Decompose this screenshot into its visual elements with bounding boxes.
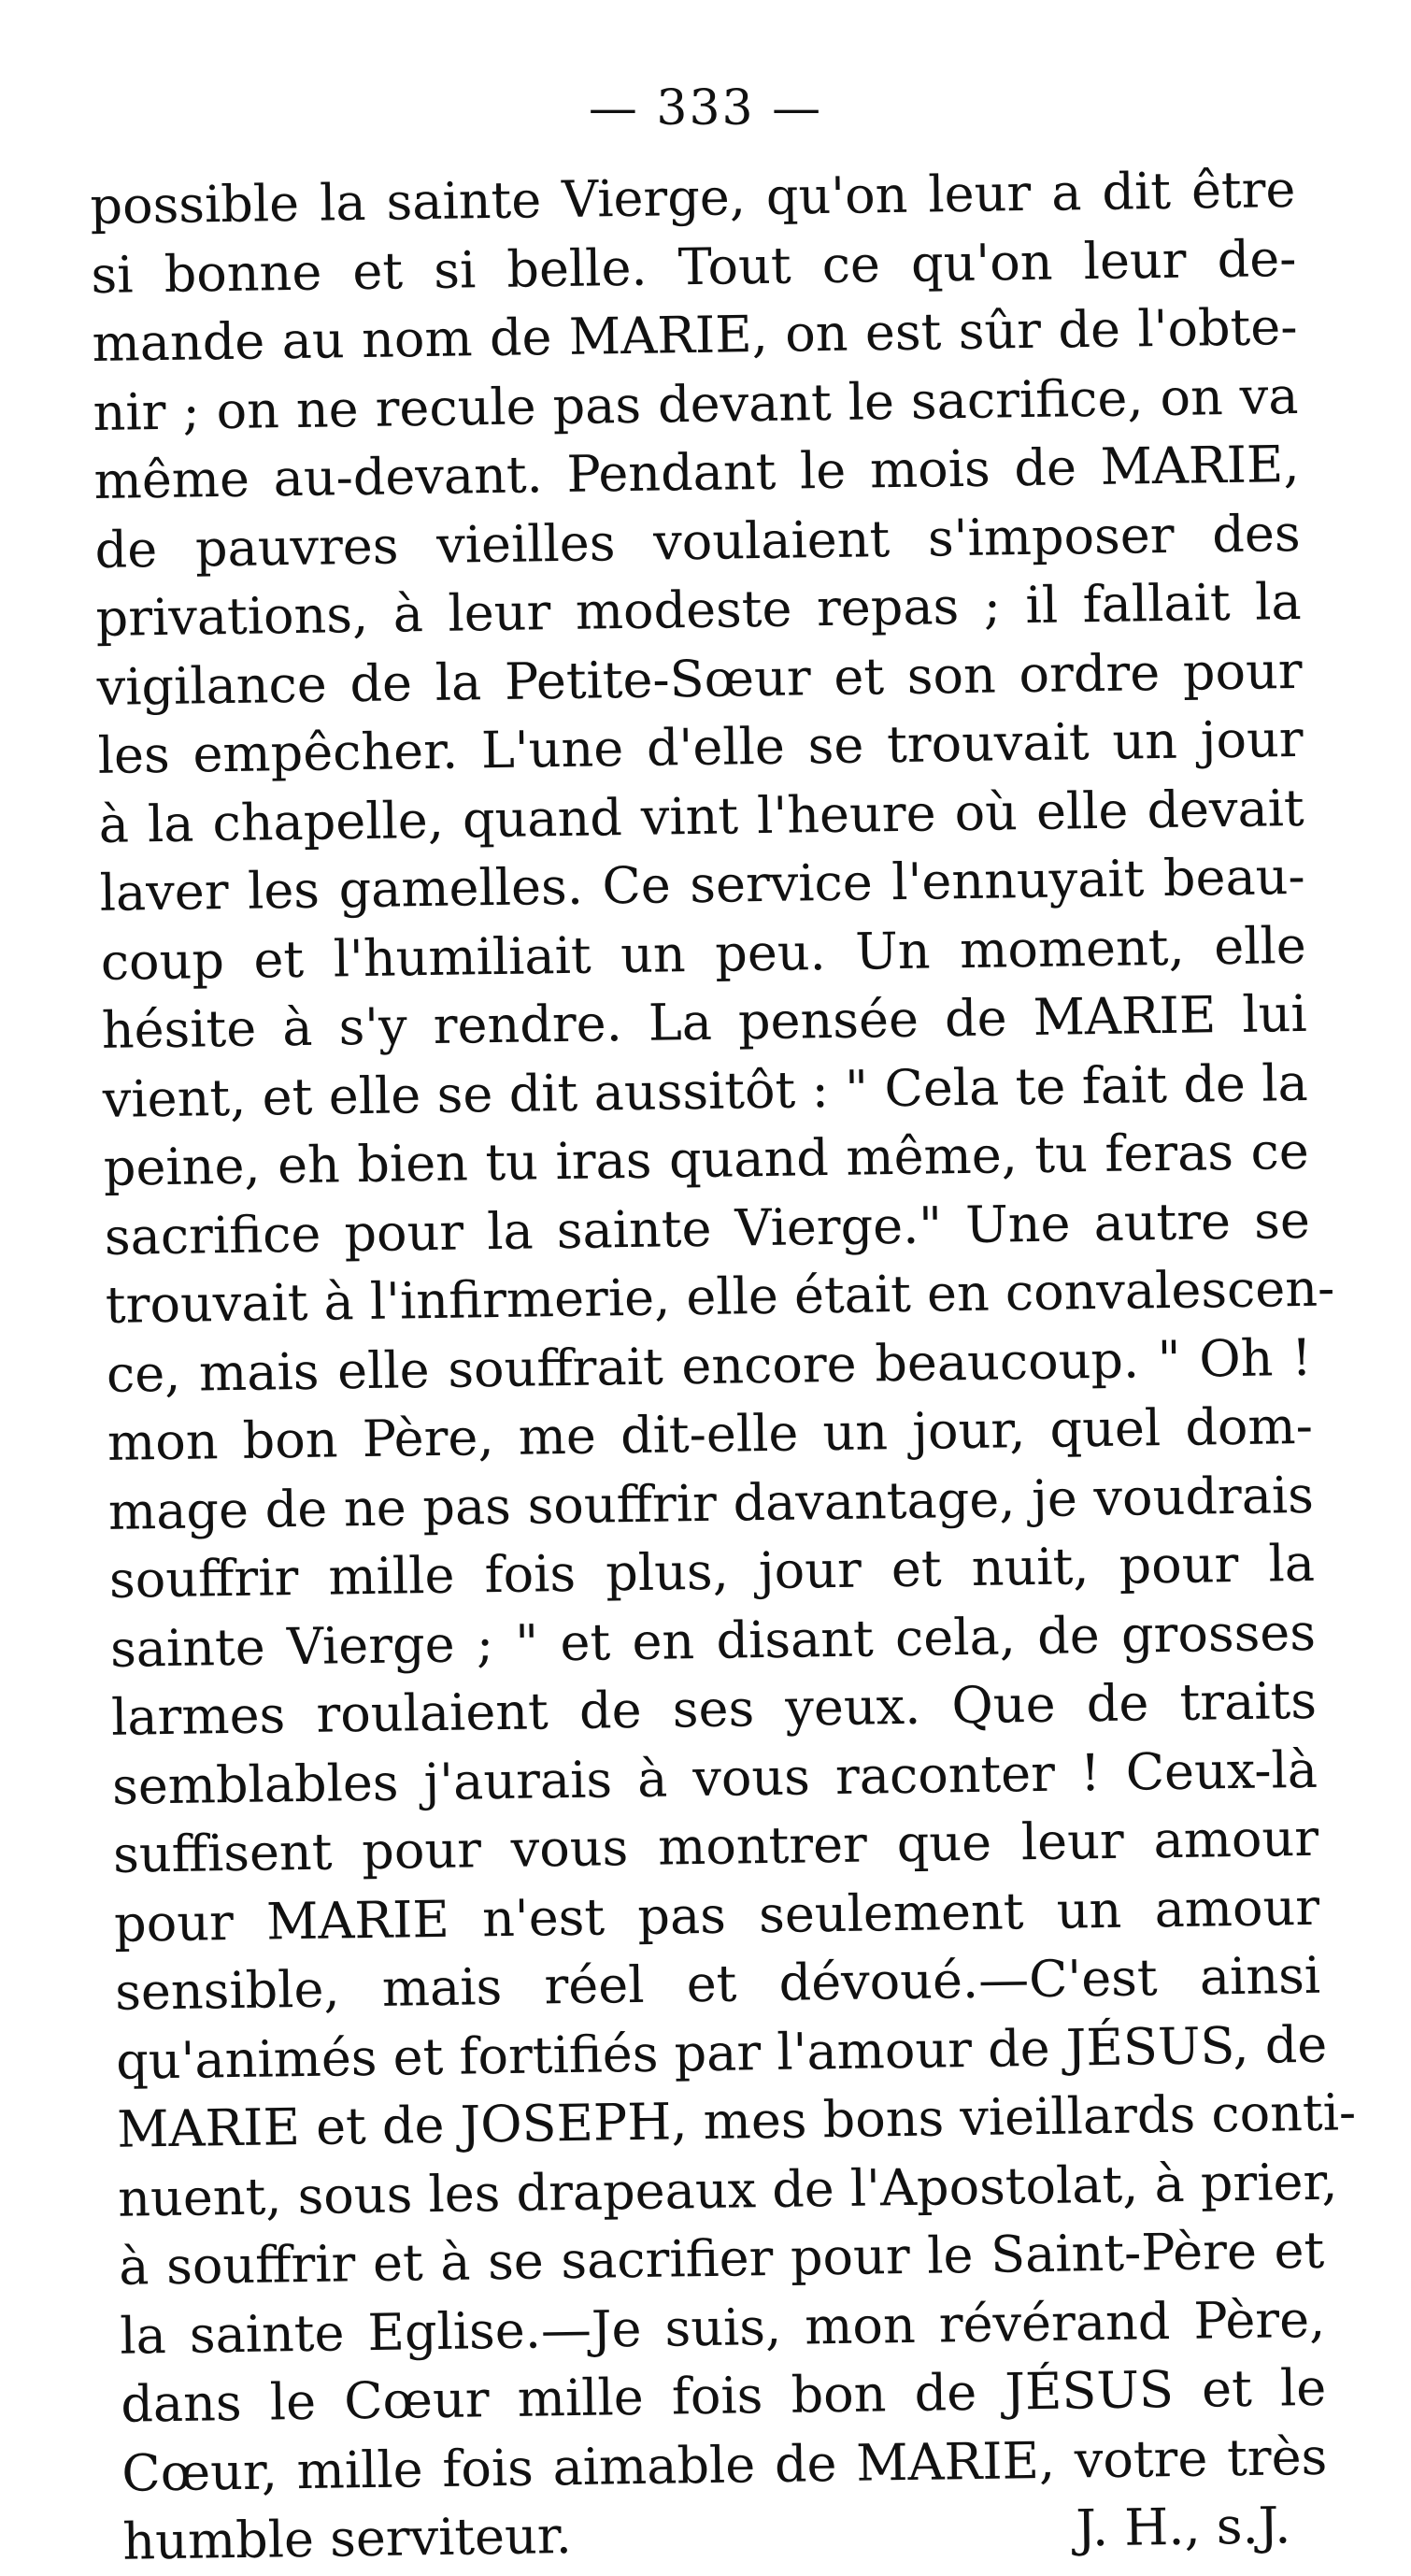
text-line: larmes roulaient de ses yeux. Que de traits bbox=[110, 1670, 1318, 1747]
text-line: possible la sainte Vierge, qu'on leur a dit être bbox=[90, 159, 1296, 236]
text-line: dans le Cœur mille fois bon de JÉSUS et le bbox=[120, 2357, 1327, 2434]
text-line: les empêcher. L'une d'elle se trouvait un jour bbox=[97, 708, 1304, 785]
text-line: mon bon Père, me dit-elle un jour, quel dom- bbox=[107, 1395, 1314, 1472]
text-line: MARIE et de JOSEPH, mes bons vieillards conti- bbox=[116, 2082, 1357, 2159]
text-line: nir ; on ne recule pas devant le sacrifice, on va bbox=[93, 365, 1299, 442]
text-line: peine, eh bien tu iras quand même, tu feras ce bbox=[103, 1121, 1310, 1197]
page-number: — 333 — bbox=[588, 80, 823, 136]
text-line: pour MARIE n'est pas seulement un amour bbox=[113, 1877, 1320, 1953]
text-line: semblables j'aurais à vous raconter ! Ceux-là bbox=[111, 1739, 1318, 1816]
text-line: Cœur, mille fois aimable de MARIE, votre très bbox=[121, 2426, 1328, 2503]
text-line: vient, et elle se dit aussitôt : " Cela te fait de la bbox=[102, 1052, 1309, 1129]
text-line: ce, mais elle souffrait encore beaucoup. " Oh ! bbox=[106, 1327, 1313, 1404]
text-line: coup et l'humiliait un peu. Un moment, elle bbox=[100, 915, 1307, 992]
text-line: la sainte Eglise.—Je suis, mon révérand Père, bbox=[119, 2289, 1326, 2366]
closing-text: humble serviteur. bbox=[121, 2506, 573, 2571]
text-line: trouvait à l'infirmerie, elle était en convalescen- bbox=[105, 1258, 1335, 1335]
text-line: suffisent pour vous montrer que leur amour bbox=[112, 1808, 1319, 1884]
text-line: à la chapelle, quand vint l'heure où elle devait bbox=[98, 778, 1305, 854]
text-line: hésite à s'y rendre. La pensée de MARIE lui bbox=[101, 983, 1308, 1060]
text-line: souffrir mille fois plus, jour et nuit, pour la bbox=[108, 1533, 1316, 1610]
text-line: mage de ne pas souffrir davantage, je voudrais bbox=[107, 1465, 1315, 1541]
text-line: laver les gamelles. Ce service l'ennuyait beau- bbox=[99, 846, 1306, 923]
text-line: sainte Vierge ; " et en disant cela, de grosses bbox=[109, 1602, 1317, 1679]
text-line: si bonne et si belle. Tout ce qu'on leur de- bbox=[91, 228, 1297, 305]
text-line: de pauvres vieilles voulaient s'imposer des bbox=[94, 503, 1301, 580]
text-line: même au-devant. Pendant le mois de MARIE, bbox=[93, 434, 1300, 510]
signature: J. H., s.J. bbox=[1075, 2496, 1291, 2558]
text-line: à souffrir et à se sacrifier pour le Saint-Père et bbox=[118, 2220, 1325, 2297]
text-line: vigilance de la Petite-Sœur et son ordre pour bbox=[96, 640, 1304, 717]
text-line: sacrifice pour la sainte Vierge." Une autre se bbox=[104, 1190, 1311, 1267]
text-line: qu'animés et fortifiés par l'amour de JÉSUS, de bbox=[115, 2014, 1328, 2091]
body-text bbox=[90, 155, 1357, 2576]
text-line: sensible, mais réel et dévoué.—C'est ainsi bbox=[114, 1945, 1321, 2022]
text-line: mande au nom de MARIE, on est sûr de l'obte- bbox=[92, 296, 1298, 373]
text-line: nuent, sous les drapeaux de l'Apostolat, à prier, bbox=[117, 2152, 1338, 2228]
text-line: privations, à leur modeste repas ; il fallait la bbox=[95, 571, 1302, 648]
